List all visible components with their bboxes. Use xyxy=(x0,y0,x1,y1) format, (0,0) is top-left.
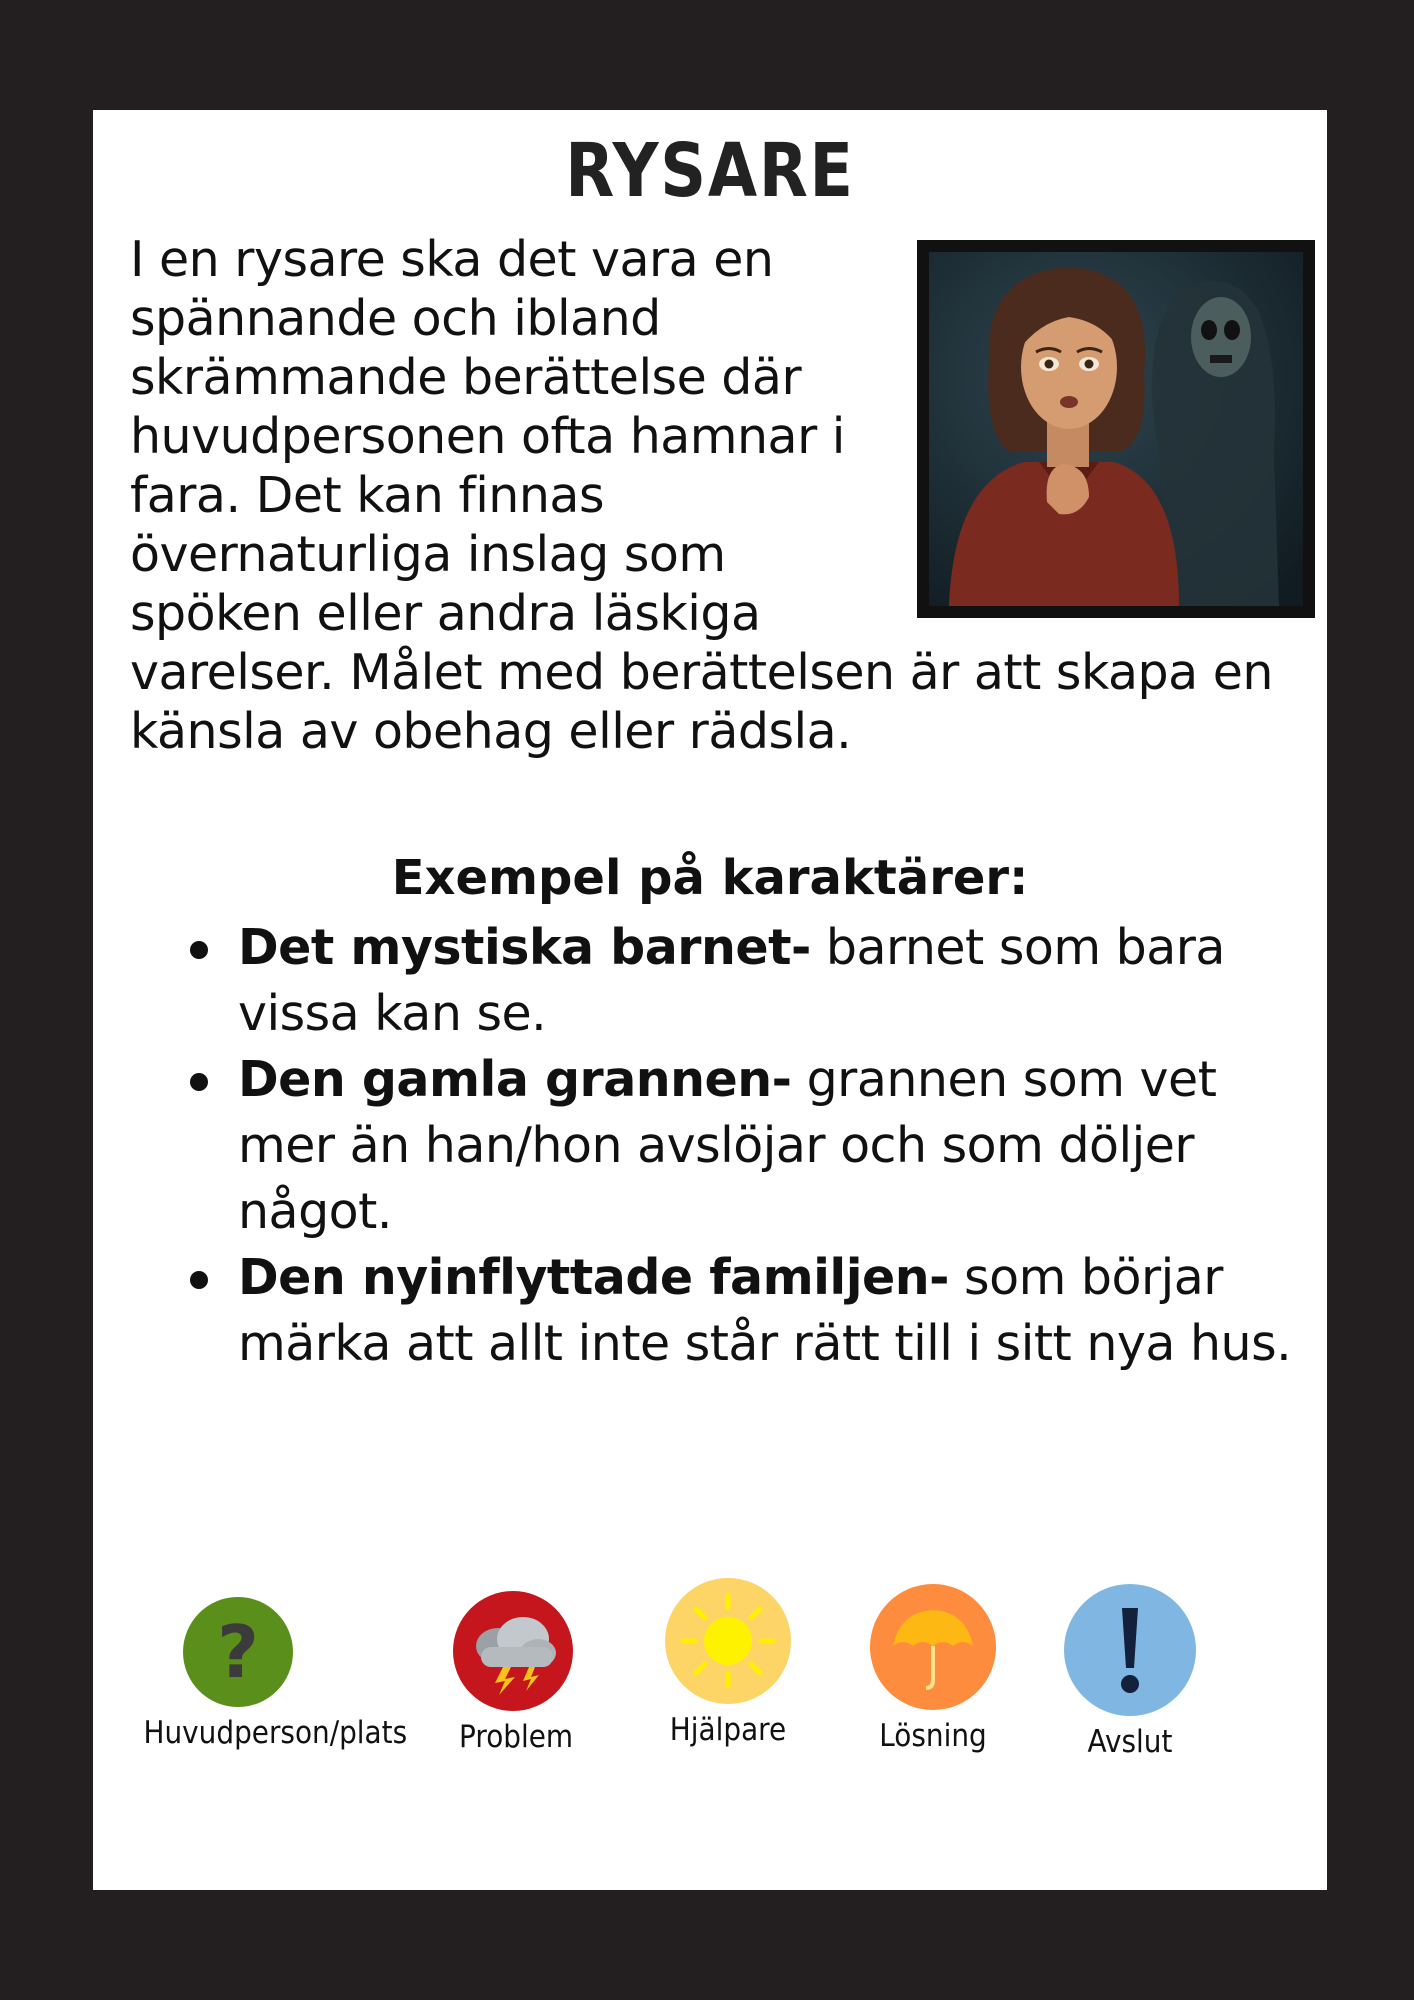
story-icon-circle xyxy=(665,1578,791,1704)
story-icon-label: Problem xyxy=(459,1719,574,1755)
character-description: barnet som bara vissa kan se. xyxy=(238,919,1225,1042)
story-icon-problem xyxy=(453,1591,573,1755)
list-item xyxy=(238,1245,1298,1377)
story-icon-circle xyxy=(453,1591,573,1711)
character-list xyxy=(238,915,1298,1377)
character-description: grannen som vet mer än han/hon avslöjar och som döljer något. xyxy=(238,1051,1217,1240)
svg-text:?: ? xyxy=(217,1610,259,1694)
character-name: Det mystiska barnet- xyxy=(238,919,811,976)
story-icon-label: Lösning xyxy=(879,1718,987,1754)
list-item xyxy=(238,915,1298,1047)
story-icon-huvudperson xyxy=(133,1597,408,1751)
story-icon-label: Huvudperson/plats xyxy=(143,1715,408,1751)
story-icon-losning xyxy=(858,1584,1008,1754)
intro-paragraph xyxy=(130,230,1280,761)
sun-icon xyxy=(665,1578,791,1704)
card-title: RYSARE xyxy=(565,128,855,214)
character-name: Den gamla grannen- xyxy=(238,1051,792,1108)
story-icon-circle xyxy=(183,1597,293,1707)
question-mark-icon xyxy=(183,1597,293,1707)
intro-text: I en rysare ska det vara en spännande och ibland skrämmande berättelse där huvudpersonen ofta hamnar i fara. Det kan finnas övernaturliga inslag som spöken eller andra läskiga varelser. Målet med berättelsen är att skapa en känsla av obehag eller rädsla. xyxy=(130,231,1273,760)
umbrella-icon xyxy=(870,1584,996,1710)
list-item xyxy=(238,1047,1298,1245)
frightened-girl-illustration xyxy=(917,240,1315,618)
exclamation-mark-icon xyxy=(1064,1584,1196,1716)
story-icon-label: Avslut xyxy=(1087,1724,1173,1760)
character-name: Den nyinflyttade familjen- xyxy=(238,1249,949,1306)
story-icon-label: Hjälpare xyxy=(669,1712,787,1748)
story-icon-circle xyxy=(1064,1584,1196,1716)
storm-cloud-icon xyxy=(453,1591,573,1711)
story-icon-avslut xyxy=(1055,1584,1205,1760)
story-structure-icons xyxy=(93,1565,1327,1785)
character-description: som börjar märka att allt inte står rätt till i sitt nya hus. xyxy=(238,1249,1292,1372)
examples-heading: Exempel på karaktärer: xyxy=(391,850,1029,906)
story-icon-hjalpare xyxy=(653,1578,803,1748)
story-icon-circle xyxy=(870,1584,996,1710)
genre-card xyxy=(93,110,1327,1890)
